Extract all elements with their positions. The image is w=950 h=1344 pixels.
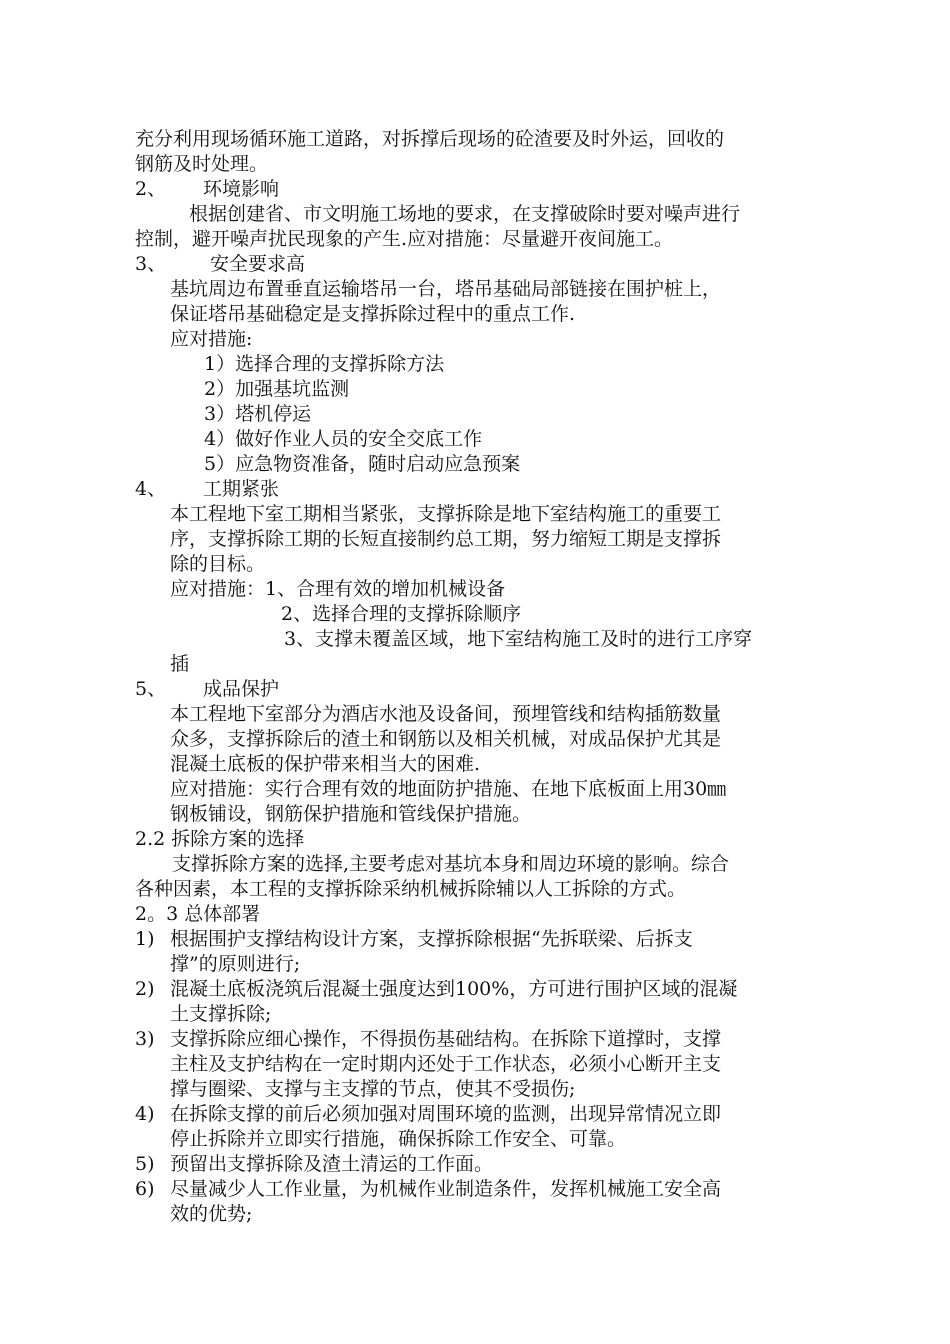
item-5-line-1: 预留出支撑拆除及渣土清运的工作面。 — [170, 1153, 494, 1175]
section-5-title: 成品保护 — [203, 678, 280, 700]
item-6-line-1: 尽量减少人工作业量，为机械作业制造条件，发挥机械施工安全高 — [170, 1178, 722, 1200]
section-4-body-1: 本工程地下室工期相当紧张，支撑拆除是地下室结构施工的重要工 — [170, 503, 722, 525]
section-5-number: 5、 — [135, 678, 167, 700]
section-3-body-3: 应对措施: — [170, 328, 253, 350]
section-2-title: 环境影响 — [203, 178, 280, 200]
section-2-2-body-2: 各种因素，本工程的支撑拆除采纳机械拆除辅以人工拆除的方式。 — [135, 878, 687, 900]
section-3-measure-1: 1）选择合理的支撑拆除方法 — [204, 353, 445, 375]
item-3-line-3: 撑与圈梁、支撑与主支撑的节点，使其不受损伤; — [170, 1078, 576, 1100]
section-4-measure-3-cont: 插 — [170, 653, 190, 675]
section-2-3-heading: 2。3 总体部署 — [135, 903, 261, 925]
item-4-number: 4) — [135, 1103, 155, 1125]
item-3-line-2: 主柱及支护结构在一定时期内还处于工作状态，必须小心断开主支 — [170, 1053, 722, 1075]
section-2-2-heading: 2.2 拆除方案的选择 — [135, 828, 305, 850]
item-4-line-1: 在拆除支撑的前后必须加强对周围环境的监测，出现异常情况立即 — [170, 1103, 722, 1125]
section-2-body-2: 控制，避开噪声扰民现象的产生.应对措施：尽量避开夜间施工。 — [135, 228, 674, 250]
item-1-number: 1) — [135, 928, 155, 950]
item-3-line-1: 支撑拆除应细心操作，不得损伤基础结构。在拆除下道撑时，支撑 — [170, 1028, 722, 1050]
section-3-body-2: 保证塔吊基础稳定是支撑拆除过程中的重点工作. — [170, 303, 576, 325]
section-3-body-1: 基坑周边布置垂直运输塔吊一台，塔吊基础局部链接在围护桩上， — [170, 278, 722, 300]
section-2-2-body-1: 支撑拆除方案的选择,主要考虑对基坑本身和周边环境的影响。综合 — [172, 853, 730, 875]
section-3-measure-4: 4）做好作业人员的安全交底工作 — [204, 428, 483, 450]
section-2-number: 2、 — [135, 178, 167, 200]
section-5-body-5: 钢板铺设，钢筋保护措施和管线保护措施。 — [170, 803, 532, 825]
section-3-measure-2: 2）加强基坑监测 — [204, 378, 350, 400]
section-4-measure-1: 应对措施：1、合理有效的增加机械设备 — [170, 578, 506, 600]
item-4-line-2: 停止拆除并立即实行措施，确保拆除工作安全、可靠。 — [170, 1128, 627, 1150]
item-1-line-2: 撑”的原则进行; — [170, 953, 301, 975]
section-5-body-3: 混凝土底板的保护带来相当大的困难. — [170, 753, 481, 775]
item-2-line-2: 土支撑拆除; — [170, 1003, 272, 1025]
item-2-number: 2) — [135, 978, 155, 1000]
section-2-body-1: 根据创建省、市文明施工场地的要求，在支撑破除时要对噪声进行 — [189, 203, 741, 225]
section-4-body-3: 除的目标。 — [170, 553, 266, 575]
intro-line-2: 钢筋及时处理。 — [135, 153, 269, 175]
section-4-number: 4、 — [135, 478, 167, 500]
section-3-title: 安全要求高 — [210, 253, 306, 275]
intro-line-1: 充分利用现场循环施工道路，对拆撑后现场的砼渣要及时外运，回收的 — [135, 128, 725, 150]
section-4-body-2: 序，支撑拆除工期的长短直接制约总工期，努力缩短工期是支撑拆 — [170, 528, 722, 550]
section-3-measure-3: 3）塔机停运 — [204, 403, 312, 425]
section-3-number: 3、 — [135, 253, 167, 275]
section-5-body-2: 众多，支撑拆除后的渣土和钢筋以及相关机械，对成品保护尤其是 — [170, 728, 722, 750]
section-4-measure-2: 2、选择合理的支撑拆除顺序 — [281, 603, 522, 625]
item-6-line-2: 效的优势; — [170, 1203, 253, 1225]
section-4-title: 工期紧张 — [203, 478, 280, 500]
item-6-number: 6) — [135, 1178, 155, 1200]
item-2-line-1: 混凝土底板浇筑后混凝土强度达到100%，方可进行围护区域的混凝 — [170, 978, 738, 1000]
item-1-line-1: 根据围护支撑结构设计方案，支撑拆除根据“先拆联梁、后拆支 — [170, 928, 693, 950]
section-5-body-1: 本工程地下室部分为酒店水池及设备间，预埋管线和结构插筋数量 — [170, 703, 722, 725]
item-5-number: 5) — [135, 1153, 155, 1175]
item-3-number: 3) — [135, 1028, 155, 1050]
section-4-measure-3: 3、支撑未覆盖区域，地下室结构施工及时的进行工序穿 — [284, 628, 753, 650]
section-5-body-4: 应对措施：实行合理有效的地面防护措施、在地下底板面上用30㎜ — [170, 778, 727, 800]
section-3-measure-5: 5）应急物资准备，随时启动应急预案 — [204, 453, 521, 475]
